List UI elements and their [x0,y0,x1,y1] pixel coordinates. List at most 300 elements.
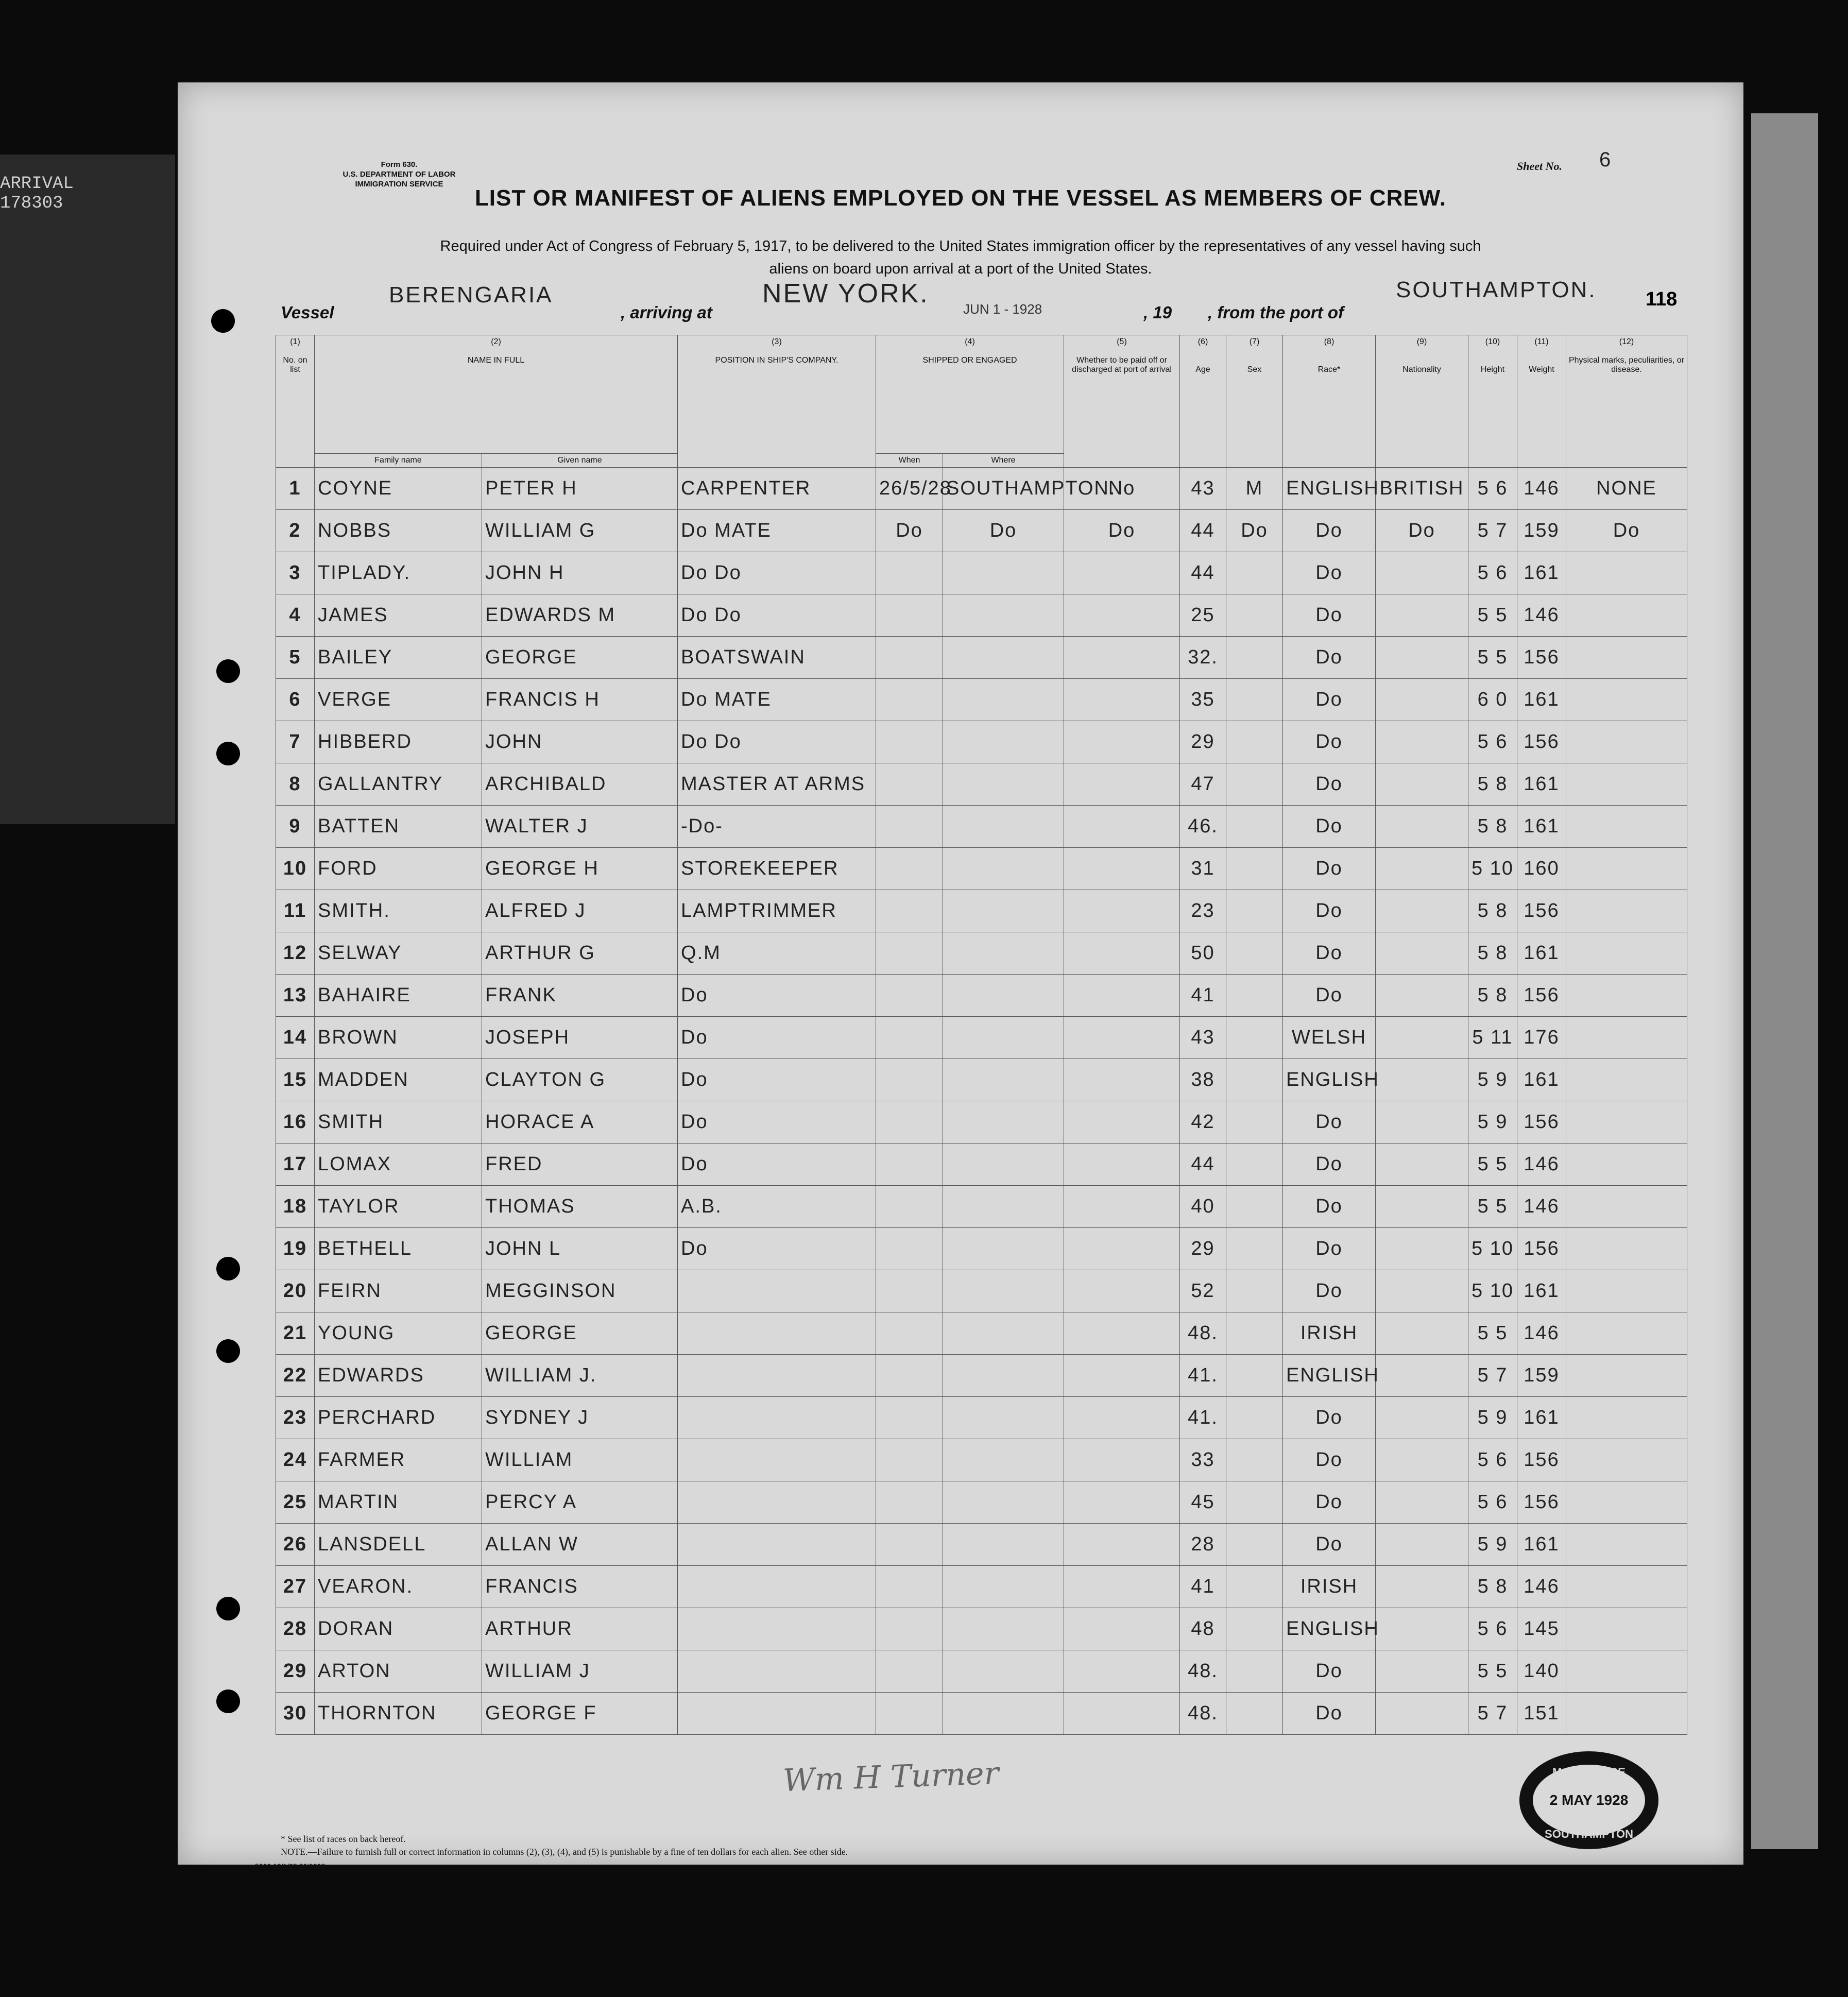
shipped-when-cell [876,1270,943,1312]
arrival-stamp: ARRIVAL 178303 [0,174,74,213]
from-port-label: , from the port of [1208,303,1344,322]
weight-cell: 151 [1517,1693,1566,1735]
punch-hole [216,659,240,683]
race-cell: IRISH [1283,1312,1376,1355]
family-name-cell: FEIRN [315,1270,482,1312]
height-cell: 5 9 [1468,1059,1517,1101]
table-row [276,1481,1687,1524]
height-cell: 5 8 [1468,1566,1517,1608]
crew-manifest-table [276,335,1687,1735]
position-cell: Do Do [678,721,876,763]
height-cell: 5 10 [1468,848,1517,890]
table-row [276,1186,1687,1228]
family-name-cell: BAHAIRE [315,975,482,1017]
physical-marks-cell [1566,1524,1687,1566]
nationality-cell [1376,1693,1468,1735]
shipped-where-cell [943,594,1064,637]
subtitle-line-1: Required under Act of Congress of February 5, 1917, to be delivered to the United States immigration officer by the representatives of any vessel having such [440,238,1481,254]
weight-cell: 140 [1517,1650,1566,1693]
nationality-cell [1376,806,1468,848]
nationality-cell [1376,1566,1468,1608]
weight-cell: 156 [1517,1481,1566,1524]
col-shipped-header: (4) SHIPPED OR ENGAGED [876,335,1064,454]
shipped-when-cell [876,594,943,637]
family-name-cell: TIPLADY. [315,552,482,594]
nationality-cell [1376,1143,1468,1186]
right-edge-strip [1751,113,1818,1849]
table-row [276,1566,1687,1608]
shipped-when-cell [876,679,943,721]
vessel-label: Vessel [281,303,334,322]
weight-cell: 161 [1517,763,1566,806]
row-number-cell: 5 [276,637,315,679]
physical-marks-cell [1566,1059,1687,1101]
age-cell: 43 [1180,468,1226,510]
physical-marks-cell [1566,1143,1687,1186]
height-cell: 5 5 [1468,1650,1517,1693]
left-edge-background [0,155,175,824]
position-cell: Do [678,1143,876,1186]
physical-marks-cell [1566,1017,1687,1059]
shipped-where-cell [943,1355,1064,1397]
row-number-cell: 4 [276,594,315,637]
physical-marks-cell: NONE [1566,468,1687,510]
sex-cell [1226,594,1283,637]
age-cell: 41. [1180,1397,1226,1439]
col-paid-header: (5) Whether to be paid off or discharged at port of arrival [1064,335,1180,468]
age-cell: 48. [1180,1650,1226,1693]
age-cell: 32. [1180,637,1226,679]
height-cell: 5 8 [1468,890,1517,932]
shipped-when-cell [876,1186,943,1228]
physical-marks-cell [1566,1693,1687,1735]
given-name-cell: SYDNEY J [482,1397,678,1439]
height-cell: 5 9 [1468,1101,1517,1143]
paid-off-cell [1064,763,1180,806]
given-name-cell: MEGGINSON [482,1270,678,1312]
weight-cell: 156 [1517,975,1566,1017]
subtitle-line-2: aliens on board upon arrival at a port of the United States. [769,261,1152,277]
race-cell: Do [1283,1270,1376,1312]
age-cell: 25 [1180,594,1226,637]
given-name-cell: GEORGE [482,1312,678,1355]
punch-hole [216,1597,240,1620]
family-name-cell: BAILEY [315,637,482,679]
height-cell: 5 8 [1468,806,1517,848]
physical-marks-cell [1566,806,1687,848]
shipped-where-cell [943,1397,1064,1439]
table-row [276,594,1687,637]
sex-cell [1226,1312,1283,1355]
position-cell: Do [678,1017,876,1059]
position-cell: A.B. [678,1186,876,1228]
page-title: LIST OR MANIFEST OF ALIENS EMPLOYED ON THE VESSEL AS MEMBERS OF CREW. [474,185,1447,211]
height-cell: 5 5 [1468,1143,1517,1186]
paid-off-cell: Do [1064,510,1180,552]
height-cell: 5 7 [1468,510,1517,552]
paid-off-cell [1064,1312,1180,1355]
row-number-cell: 18 [276,1186,315,1228]
given-name-cell: ALLAN W [482,1524,678,1566]
family-name-cell: NOBBS [315,510,482,552]
table-row [276,1650,1687,1693]
physical-marks-cell [1566,1608,1687,1650]
table-row [276,637,1687,679]
weight-cell: 161 [1517,806,1566,848]
family-name-cell: SMITH. [315,890,482,932]
family-name-cell: HIBBERD [315,721,482,763]
age-cell: 31 [1180,848,1226,890]
family-name-cell: VERGE [315,679,482,721]
col-marks-header: (12) Physical marks, peculiarities, or disease. [1566,335,1687,468]
paid-off-cell [1064,1101,1180,1143]
stamp-line-2: 2 MAY 1928 [1549,1792,1629,1808]
height-cell: 5 6 [1468,552,1517,594]
table-row [276,1608,1687,1650]
shipped-where-cell [943,848,1064,890]
position-cell: Do [678,1101,876,1143]
shipped-when-cell [876,932,943,975]
position-cell: BOATSWAIN [678,637,876,679]
race-cell: Do [1283,594,1376,637]
table-row [276,1312,1687,1355]
weight-cell: 176 [1517,1017,1566,1059]
age-cell: 46. [1180,806,1226,848]
nationality-cell [1376,763,1468,806]
family-name-cell: LOMAX [315,1143,482,1186]
row-number-cell: 20 [276,1270,315,1312]
col-family-name-header: Family name [315,454,482,468]
row-number-cell: 24 [276,1439,315,1481]
table-row [276,1101,1687,1143]
given-name-cell: PERCY A [482,1481,678,1524]
row-number-cell: 16 [276,1101,315,1143]
race-cell: Do [1283,1228,1376,1270]
shipped-when-cell [876,1355,943,1397]
position-cell: LAMPTRIMMER [678,890,876,932]
family-name-cell: THORNTON [315,1693,482,1735]
position-cell: Do Do [678,552,876,594]
race-cell: Do [1283,1186,1376,1228]
age-cell: 50 [1180,932,1226,975]
shipped-where-cell [943,1481,1064,1524]
position-cell: STOREKEEPER [678,848,876,890]
position-cell: Do MATE [678,679,876,721]
stamp-line-3: SOUTHAMPTON [1545,1828,1633,1840]
family-name-cell: MARTIN [315,1481,482,1524]
height-cell: 5 5 [1468,637,1517,679]
weight-cell: 161 [1517,1524,1566,1566]
table-row [276,1355,1687,1397]
position-cell [678,1397,876,1439]
sex-cell [1226,932,1283,975]
given-name-cell: ARCHIBALD [482,763,678,806]
age-cell: 38 [1180,1059,1226,1101]
nationality-cell [1376,1270,1468,1312]
footnote: * See list of races on back hereof. [281,1834,406,1844]
weight-cell: 156 [1517,890,1566,932]
table-row [276,468,1687,510]
height-cell: 5 5 [1468,1186,1517,1228]
shipped-when-cell [876,1101,943,1143]
weight-cell: 161 [1517,1270,1566,1312]
punch-hole [211,309,235,333]
race-cell: Do [1283,975,1376,1017]
position-cell: Do MATE [678,510,876,552]
sex-cell: M [1226,468,1283,510]
weight-cell: 161 [1517,552,1566,594]
row-number-cell: 30 [276,1693,315,1735]
row-number-cell: 19 [276,1228,315,1270]
age-cell: 28 [1180,1524,1226,1566]
row-number-cell: 29 [276,1650,315,1693]
sex-cell [1226,890,1283,932]
position-cell: Do Do [678,594,876,637]
paid-off-cell: No [1064,468,1180,510]
nationality-cell: BRITISH [1376,468,1468,510]
shipped-where-cell [943,1101,1064,1143]
shipped-when-cell [876,637,943,679]
family-name-cell: GALLANTRY [315,763,482,806]
col-name-header: (2) NAME IN FULL [315,335,678,454]
age-cell: 47 [1180,763,1226,806]
height-cell: 5 9 [1468,1524,1517,1566]
year-label: , 19 [1143,303,1172,322]
sex-cell [1226,1650,1283,1693]
paid-off-cell [1064,1186,1180,1228]
sex-cell: Do [1226,510,1283,552]
family-name-cell: JAMES [315,594,482,637]
paid-off-cell [1064,1608,1180,1650]
row-number-cell: 8 [276,763,315,806]
row-number-cell: 28 [276,1608,315,1650]
nationality-cell [1376,1524,1468,1566]
nationality-cell [1376,1312,1468,1355]
physical-marks-cell [1566,679,1687,721]
position-cell [678,1355,876,1397]
row-number-cell: 6 [276,679,315,721]
nationality-cell [1376,1439,1468,1481]
paid-off-cell [1064,1270,1180,1312]
shipped-when-cell [876,1650,943,1693]
nationality-cell: Do [1376,510,1468,552]
race-cell: Do [1283,1439,1376,1481]
table-row [276,848,1687,890]
physical-marks-cell [1566,975,1687,1017]
weight-cell: 146 [1517,594,1566,637]
given-name-cell: EDWARDS M [482,594,678,637]
family-name-cell: LANSDELL [315,1524,482,1566]
race-cell: Do [1283,763,1376,806]
age-cell: 41 [1180,1566,1226,1608]
position-cell: MASTER AT ARMS [678,763,876,806]
shipped-where-cell [943,679,1064,721]
sex-cell [1226,637,1283,679]
table-row [276,806,1687,848]
nationality-cell [1376,721,1468,763]
position-cell: -Do- [678,806,876,848]
nationality-cell [1376,1186,1468,1228]
col-when-header: When [876,454,943,468]
position-cell [678,1439,876,1481]
row-number-cell: 22 [276,1355,315,1397]
sex-cell [1226,1608,1283,1650]
given-name-cell: GEORGE [482,637,678,679]
given-name-cell: ALFRED J [482,890,678,932]
family-name-cell: BATTEN [315,806,482,848]
age-cell: 48. [1180,1693,1226,1735]
position-cell: Do [678,1228,876,1270]
paid-off-cell [1064,1693,1180,1735]
race-cell: ENGLISH [1283,1355,1376,1397]
height-cell: 5 5 [1468,1312,1517,1355]
height-cell: 5 10 [1468,1228,1517,1270]
physical-marks-cell [1566,763,1687,806]
shipped-where-cell [943,763,1064,806]
row-number-cell: 27 [276,1566,315,1608]
family-name-cell: PERCHARD [315,1397,482,1439]
family-name-cell: ARTON [315,1650,482,1693]
given-name-cell: WILLIAM G [482,510,678,552]
arriving-port: NEW YORK. [762,279,929,309]
age-cell: 40 [1180,1186,1226,1228]
position-cell: Q.M [678,932,876,975]
shipped-where-cell [943,1228,1064,1270]
position-cell: Do [678,1059,876,1101]
given-name-cell: THOMAS [482,1186,678,1228]
race-cell: Do [1283,637,1376,679]
sex-cell [1226,1355,1283,1397]
race-cell: Do [1283,1693,1376,1735]
sex-cell [1226,763,1283,806]
shipped-when-cell [876,763,943,806]
shipped-where-cell [943,932,1064,975]
race-cell: Do [1283,1397,1376,1439]
weight-cell: 161 [1517,1059,1566,1101]
nationality-cell [1376,1650,1468,1693]
weight-cell: 146 [1517,1566,1566,1608]
paid-off-cell [1064,1143,1180,1186]
weight-cell: 161 [1517,679,1566,721]
height-cell: 5 10 [1468,1270,1517,1312]
paid-off-cell [1064,594,1180,637]
table-row [276,763,1687,806]
physical-marks-cell [1566,1650,1687,1693]
paid-off-cell [1064,637,1180,679]
paid-off-cell [1064,1650,1180,1693]
sex-cell [1226,1228,1283,1270]
sex-cell [1226,1693,1283,1735]
row-number-cell: 7 [276,721,315,763]
row-number-cell: 21 [276,1312,315,1355]
age-cell: 35 [1180,679,1226,721]
date-stamp: JUN 1 - 1928 [963,301,1042,317]
paid-off-cell [1064,1439,1180,1481]
shipped-when-cell [876,1693,943,1735]
race-cell: Do [1283,1143,1376,1186]
shipped-when-cell: Do [876,510,943,552]
race-cell: Do [1283,1524,1376,1566]
col-nationality-header: (9) Nationality [1376,335,1468,468]
given-name-cell: PETER H [482,468,678,510]
age-cell: 29 [1180,1228,1226,1270]
table-row [276,1270,1687,1312]
family-name-cell: DORAN [315,1608,482,1650]
sex-cell [1226,1143,1283,1186]
shipped-when-cell [876,1566,943,1608]
paid-off-cell [1064,1355,1180,1397]
punch-hole [216,1689,240,1713]
physical-marks-cell [1566,552,1687,594]
height-cell: 5 6 [1468,468,1517,510]
sex-cell [1226,1481,1283,1524]
table-row [276,1693,1687,1735]
shipped-when-cell [876,1481,943,1524]
weight-cell: 146 [1517,1186,1566,1228]
shipped-when-cell [876,848,943,890]
race-cell: ENGLISH [1283,1059,1376,1101]
weight-cell: 156 [1517,637,1566,679]
position-cell [678,1608,876,1650]
age-cell: 48. [1180,1312,1226,1355]
row-number-cell: 2 [276,510,315,552]
paid-off-cell [1064,721,1180,763]
weight-cell: 156 [1517,721,1566,763]
race-cell: Do [1283,1101,1376,1143]
paid-off-cell [1064,848,1180,890]
family-name-cell: VEARON. [315,1566,482,1608]
office-stamp [1522,1751,1656,1849]
vessel-name: BERENGARIA [389,282,553,308]
age-cell: 29 [1180,721,1226,763]
shipped-where-cell [943,1143,1064,1186]
nationality-cell [1376,637,1468,679]
shipped-where-cell [943,1524,1064,1566]
shipped-when-cell [876,1059,943,1101]
age-cell: 42 [1180,1101,1226,1143]
row-number-cell: 9 [276,806,315,848]
position-cell [678,1524,876,1566]
paid-off-cell [1064,552,1180,594]
table-row [276,932,1687,975]
given-name-cell: FRED [482,1143,678,1186]
weight-cell: 159 [1517,510,1566,552]
shipped-when-cell [876,1312,943,1355]
nationality-cell [1376,890,1468,932]
weight-cell: 156 [1517,1101,1566,1143]
family-name-cell: MADDEN [315,1059,482,1101]
sex-cell [1226,848,1283,890]
family-name-cell: YOUNG [315,1312,482,1355]
race-cell: Do [1283,848,1376,890]
table-row [276,1439,1687,1481]
family-name-cell: COYNE [315,468,482,510]
sex-cell [1226,1059,1283,1101]
shipped-where-cell [943,1312,1064,1355]
sheet-number: 6 [1599,148,1611,171]
position-cell [678,1270,876,1312]
physical-marks-cell [1566,594,1687,637]
department-name: U.S. DEPARTMENT OF LABOR [343,170,456,179]
given-name-cell: GEORGE H [482,848,678,890]
age-cell: 44 [1180,1143,1226,1186]
family-name-cell: BROWN [315,1017,482,1059]
physical-marks-cell [1566,890,1687,932]
age-cell: 44 [1180,510,1226,552]
given-name-cell: WILLIAM J [482,1650,678,1693]
row-number-cell: 15 [276,1059,315,1101]
height-cell: 5 11 [1468,1017,1517,1059]
